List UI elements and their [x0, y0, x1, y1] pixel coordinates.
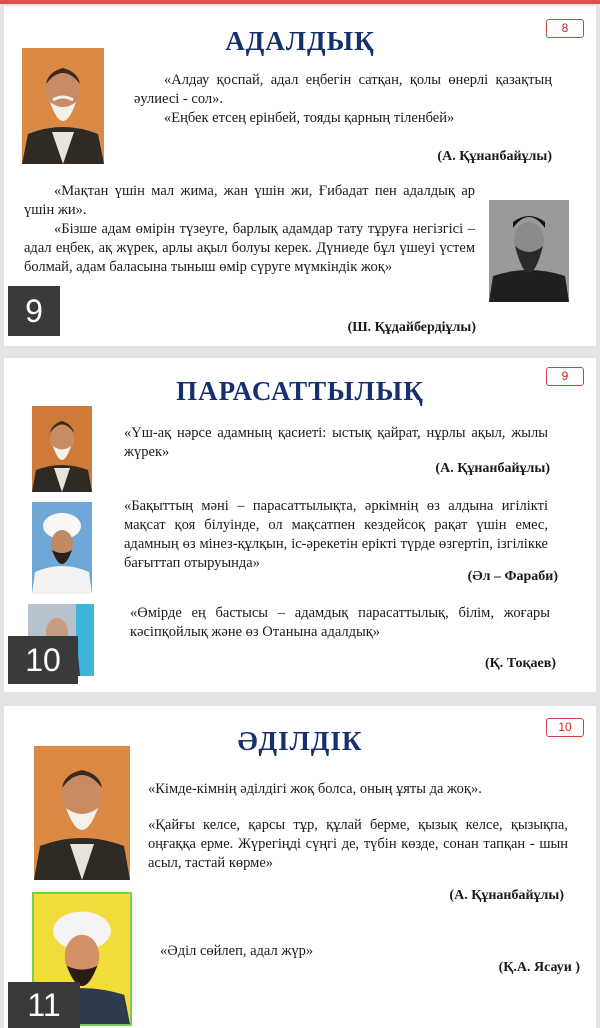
quote-author: (Қ. Тоқаев) [484, 656, 556, 671]
quote-author: (А. Құнанбайұлы) [449, 888, 564, 903]
page-label: 10 [546, 718, 584, 737]
quote-author: (Қ.А. Ясауи ) [498, 960, 580, 975]
quote-author: (Әл – Фараби) [467, 569, 558, 584]
quote-author: (Ш. Құдайбердіұлы) [347, 320, 476, 335]
abai-portrait-icon [34, 746, 130, 880]
al-farabi-portrait-icon [32, 502, 92, 594]
slide-honesty[interactable] [4, 6, 596, 346]
quote-text: «Бақыттың мәні – парасаттылықта, әркімнің өз алдына игілікті мақсат қоя білуінде, ол мақсатпен кездейсоқ рақат үшін емес, адамның өз мінез-құлқын, іс-әрекетін ерікті түрде өзгертіп, ізгілікке бағыттап отыруында» [124, 498, 548, 571]
abai-portrait-icon [32, 406, 92, 492]
quote-text: «Кімде-кімнің әділдігі жоқ болса, оның ұяты да жоқ». [148, 781, 482, 797]
quote-block [24, 182, 475, 277]
slide-justice[interactable] [4, 706, 596, 1028]
quote-line: «Бізше адам өмірін түзеуге, барлық адамдар тату тұруға негізгісі – адал еңбек, ақ жүрек, арлы ақыл болуы керек. Дүниеде бұл үшеуі үстем болмай, адам баласына тыныш өмір сүруге мүмкіндік жоқ» [24, 221, 475, 275]
top-accent-line [0, 0, 600, 4]
slide-title: АДАЛДЫҚ [225, 26, 375, 56]
quote-block [134, 71, 552, 128]
quote-text: «Әділ сөйлеп, адал жүр» [160, 943, 314, 959]
slide-number-badge: 11 [8, 982, 80, 1028]
quote-text: «Өмірде ең бастысы – адамдық парасаттылық, білім, жоғары кәсіпқойлық және өз Отанына адалдық» [130, 605, 550, 640]
page-label: 8 [546, 19, 584, 38]
quote-line: «Алдау қоспай, адал еңбегін сатқан, қолы өнерлі қазақтың әулиесі - сол». [134, 72, 552, 107]
slide-number-badge: 9 [8, 286, 60, 336]
slide-title: ПАРАСАТТЫЛЫҚ [176, 376, 424, 406]
kudaiberdiuly-portrait-icon [489, 200, 569, 302]
slide-number-badge: 10 [8, 636, 78, 684]
slide-title: ӘДІЛДІК [237, 726, 363, 756]
abai-portrait-icon [22, 48, 104, 164]
quote-author: (А. Құнанбайұлы) [437, 149, 552, 164]
quote-text: «Үш-ақ нәрсе адамның қасиеті: ыстық қайрат, нұрлы ақыл, жылы жүрек» [124, 425, 548, 460]
page-label: 9 [546, 367, 584, 386]
quote-author: (А. Құнанбайұлы) [435, 461, 550, 476]
slide-wisdom[interactable] [4, 358, 596, 692]
quote-line: «Мақтан үшін мал жима, жан үшін жи, Ғибадат пен адалдық ар үшін жи». [24, 183, 475, 218]
quote-text: «Қайғы келсе, қарсы тұр, құлай берме, қызық келсе, қызықпа, оңғаққа ерме. Жүрегіңді сүңгі де, түбін көзде, сонан тапқан - шын асыл, тастай көрме» [148, 817, 568, 871]
quote-line: «Еңбек етсең ерінбей, тояды қарның тіленбей» [164, 110, 455, 126]
